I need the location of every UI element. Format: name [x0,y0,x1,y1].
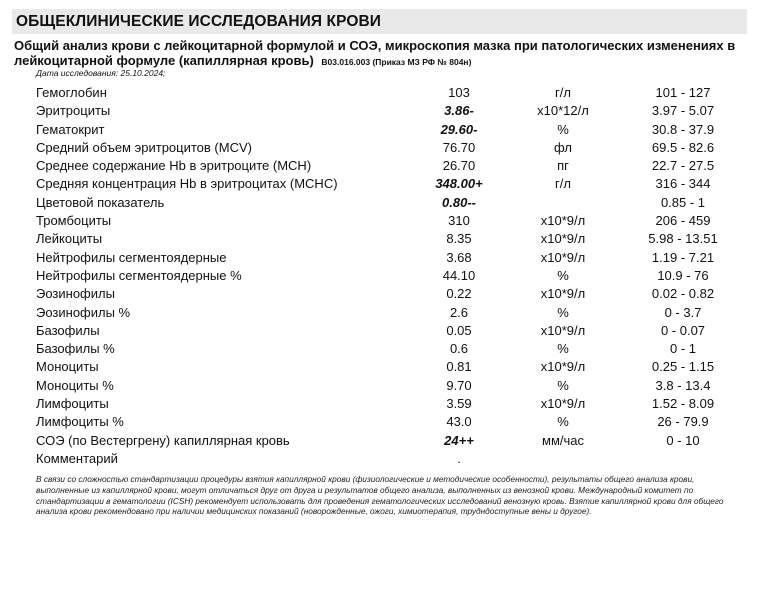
result-reference: 0 - 0.07 [660,322,706,338]
result-row [0,285,772,303]
result-reference: 0.25 - 1.15 [651,359,715,375]
result-reference: 316 - 344 [655,176,711,192]
result-unit: x10*9/л [540,231,586,247]
footnote: В связи со сложностью стандартизации процедуры взятия капиллярной крови (физиологические и методические особенности), результаты общего анализа крови, выполненные из капиллярной крови, могут отличаться друг от друга и результатов общего анализа, выполненных из венозной крови. Международный комитет по стандартизации в гематологии (ICSH) рекомендует использовать для проведения гематологических исследований венозную кровь. Взятие капиллярной крови для общего анализа крови рекомендовано при наличии медицинских показаний (новорожденные, ожоги, химиотерапия, трудндоступные вены и другое). [36,474,724,517]
section-title: ОБЩЕКЛИНИЧЕСКИЕ ИССЛЕДОВАНИЯ КРОВИ [16,13,382,30]
result-name: Комментарий [36,450,118,466]
result-value: 9.70 [446,377,472,393]
result-unit: x10*9/л [540,213,586,229]
result-unit: % [557,267,569,283]
result-unit: г/л [555,176,571,192]
result-value: 0.05 [446,322,472,338]
result-value: 29.60- [440,121,478,137]
result-name: Средний объем эритроцитов (MCV) [36,139,252,155]
result-value: 0.80-- [442,194,476,210]
result-row [0,212,772,230]
result-reference: 5.98 - 13.51 [648,231,718,247]
result-unit: % [557,414,569,430]
result-value: 3.68 [446,249,472,265]
result-reference: 0.85 - 1 [660,194,706,210]
result-name: Лейкоциты [36,231,103,247]
result-value: 24++ [444,432,474,448]
result-reference: 10.9 - 76 [657,267,709,283]
result-reference: 0.02 - 0.82 [651,286,715,302]
results-table [0,84,772,468]
result-reference: 206 - 459 [655,213,711,229]
result-reference: 3.97 - 5.07 [651,103,715,119]
result-name: Эозинофилы [36,286,115,302]
result-name: Средняя концентрация Hb в эритроцитах (MCHC) [36,176,338,192]
section-header [12,9,747,34]
result-reference: 0 - 1 [669,341,696,357]
result-value: 76.70 [442,139,476,155]
result-reference: 1.52 - 8.09 [651,396,715,412]
result-unit: x10*9/л [540,249,586,265]
test-name: Общий анализ крови с лейкоцитарной формулой и СОЭ, микроскопия мазка при патологических изменениях в лейкоцитарной формуле (капиллярная кровь) [14,38,736,68]
result-reference: 22.7 - 27.5 [651,158,715,174]
test-code: B03.016.003 (Приказ МЗ РФ № 804н) [321,57,472,67]
result-value: . [457,450,461,466]
result-row [0,267,772,285]
result-value: 0.81 [446,359,472,375]
result-row [0,358,772,376]
result-reference: 30.8 - 37.9 [651,121,715,137]
result-value: 0.6 [449,341,469,357]
result-unit: фл [554,139,572,155]
test-title [14,38,754,70]
result-value: 0.22 [446,286,472,302]
result-value: 3.59 [446,396,472,412]
result-row [0,377,772,395]
result-row [0,395,772,413]
result-unit: % [557,121,569,137]
result-row [0,194,772,212]
result-row [0,432,772,450]
result-value: 44.10 [442,267,476,283]
result-row [0,84,772,102]
result-reference: 69.5 - 82.6 [651,139,715,155]
result-value: 2.6 [449,304,469,320]
result-row [0,249,772,267]
result-name: Среднее содержание Hb в эритроците (MCH) [36,158,312,174]
result-unit: x10*9/л [540,359,586,375]
result-unit: % [557,377,569,393]
result-name: Тромбоциты [36,213,112,229]
result-unit: мм/час [542,432,584,448]
result-value: 43.0 [446,414,472,430]
result-name: Базофилы [36,322,100,338]
result-value: 103 [448,85,470,100]
result-name: Лимфоциты % [36,414,124,430]
result-unit: % [557,341,569,357]
result-name: Моноциты [36,359,99,375]
result-name: Гемоглобин [36,85,107,100]
result-name: Базофилы % [36,341,115,357]
result-row [0,322,772,340]
result-row [0,121,772,139]
result-value: 3.86- [444,103,474,119]
result-row [0,340,772,358]
result-row [0,157,772,175]
result-unit: x10*12/л [537,103,589,119]
result-unit: x10*9/л [540,322,586,338]
result-reference: 0 - 3.7 [664,304,702,320]
result-name: Цветовой показатель [36,194,165,210]
result-row [0,450,772,468]
result-name: Эритроциты [36,103,111,119]
result-unit: x10*9/л [540,396,586,412]
result-name: Гематокрит [36,121,105,137]
result-row [0,304,772,322]
result-reference: 1.19 - 7.21 [651,249,715,265]
result-name: Нейтрофилы сегментоядерные % [36,267,242,283]
result-name: Лимфоциты [36,396,109,412]
result-value: 348.00+ [435,176,483,192]
result-unit: % [557,304,569,320]
result-value: 8.35 [446,231,472,247]
result-value: 26.70 [442,158,476,174]
result-reference: 101 - 127 [655,85,711,100]
result-row [0,175,772,193]
study-date: Дата исследования: 25.10.2024; [36,68,166,78]
result-row [0,230,772,248]
result-name: Моноциты % [36,377,114,393]
result-unit: x10*9/л [540,286,586,302]
result-unit: г/л [555,85,571,100]
result-reference: 26 - 79.9 [657,414,709,430]
result-reference: 0 - 10 [666,432,700,448]
result-unit: пг [557,158,569,174]
result-reference: 3.8 - 13.4 [655,377,711,393]
result-name: Эозинофилы % [36,304,131,320]
result-row [0,102,772,120]
result-value: 310 [448,213,470,229]
result-name: Нейтрофилы сегментоядерные [36,249,227,265]
result-row [0,413,772,431]
result-name: СОЭ (по Вестергрену) капиллярная кровь [36,432,290,448]
result-row [0,139,772,157]
